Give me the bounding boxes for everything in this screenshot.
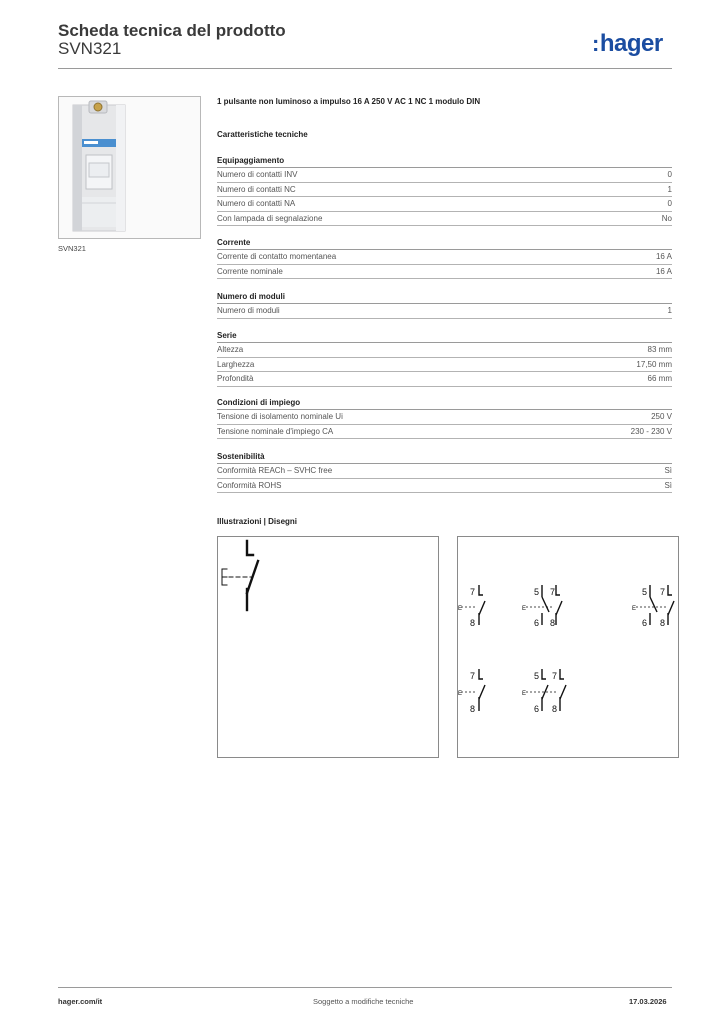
diagram-no-nc (526, 585, 562, 625)
terminal-label: 8 (470, 618, 476, 628)
spec-row (217, 197, 672, 212)
group-title: Serie (217, 329, 672, 343)
product-description: 1 pulsante non luminoso a impulso 16 A 250 V AC 1 NC 1 modulo DIN (217, 97, 481, 106)
spec-row (217, 304, 672, 319)
spec-label: Profondità (217, 374, 254, 384)
spec-value: No (661, 213, 672, 223)
terminal-label: 5 (642, 587, 648, 597)
terminal-label: 6 (534, 704, 540, 714)
terminal-label: 7 (552, 671, 558, 681)
spec-label: Conformità ROHS (217, 480, 282, 490)
group-sostenibilita (217, 450, 672, 493)
terminal-label: 7 (550, 587, 556, 597)
spec-value: 83 mm (647, 345, 672, 354)
group-title: Corrente (217, 236, 672, 250)
spec-row (217, 372, 672, 387)
group-title: Numero di moduli (217, 290, 672, 304)
terminal-label: 5 (534, 587, 540, 597)
page-title: Scheda tecnica del prodotto (58, 21, 286, 40)
group-numero-moduli (217, 290, 672, 319)
push-label: E (522, 691, 527, 697)
terminal-label: 8 (552, 704, 558, 714)
spec-row (217, 343, 672, 358)
spec-row (217, 464, 672, 479)
group-equipaggiamento (217, 154, 672, 226)
spec-label: Larghezza (217, 359, 255, 369)
terminal-label: 6 (534, 618, 540, 628)
spec-label: Tensione nominale d'impiego CA (217, 426, 334, 436)
spec-value: 16 A (655, 266, 672, 276)
terminal-label: 7 (470, 587, 476, 597)
spec-value: Sì (664, 480, 672, 490)
wiring-diagrams (457, 536, 679, 758)
spec-label: Corrente di contatto momentanea (217, 252, 337, 261)
spec-value: 0 (667, 170, 672, 179)
spec-label: Con lampada di segnalazione (217, 213, 323, 223)
spec-value: 1 (667, 184, 672, 194)
spec-label: Numero di contatti NC (217, 184, 296, 194)
spec-value: 17,50 mm (636, 359, 672, 369)
spec-row (217, 358, 672, 373)
push-label: E (632, 606, 637, 612)
group-serie (217, 329, 672, 387)
footer-date: 17.03.2026 (629, 997, 667, 1006)
spec-label: Tensione di isolamento nominale Ui (217, 412, 343, 421)
footer-notice: Soggetto a modifiche tecniche (313, 997, 414, 1006)
terminal-label: 8 (470, 704, 476, 714)
terminal-label: 7 (660, 587, 666, 597)
terminal-label: 5 (534, 671, 540, 681)
spec-label: Numero di moduli (217, 306, 280, 315)
product-image (58, 96, 201, 239)
spec-value: 16 A (655, 252, 672, 261)
spec-value: 230 - 230 V (630, 426, 672, 436)
terminal-label: 7 (470, 671, 476, 681)
push-label: E (458, 606, 463, 612)
header-divider (58, 68, 672, 69)
footer-divider (58, 987, 672, 988)
spec-label: Numero di contatti INV (217, 170, 298, 179)
spec-value: 250 V (651, 412, 672, 421)
product-image-caption: SVN321 (58, 244, 86, 253)
brand-logo: :hager (592, 30, 663, 57)
spec-value: Sì (664, 466, 672, 475)
push-label: E (458, 691, 463, 697)
spec-row (217, 183, 672, 198)
spec-row (217, 265, 672, 280)
group-title: Equipaggiamento (217, 154, 672, 168)
spec-label: Conformità REACh – SVHC free (217, 466, 333, 475)
footer-website[interactable]: hager.com/it (58, 997, 103, 1006)
nc-switch-symbol (222, 541, 258, 610)
spec-value: 0 (667, 199, 672, 209)
group-title: Condizioni di impiego (217, 396, 672, 410)
terminal-label: 8 (660, 618, 666, 628)
diagram-nc-nc (526, 669, 566, 711)
group-corrente (217, 236, 672, 279)
illustrations-title: Illustrazioni | Disegni (217, 517, 298, 526)
group-condizioni-impiego (217, 396, 672, 439)
spec-row (217, 479, 672, 494)
terminal-label: 6 (642, 618, 648, 628)
section-title: Caratteristiche tecniche (217, 130, 308, 139)
spec-value: 1 (667, 306, 672, 315)
product-code: SVN321 (58, 39, 122, 58)
spec-label: Altezza (217, 345, 244, 354)
symbol-drawing (217, 536, 439, 758)
spec-label: Corrente nominale (217, 266, 283, 276)
logo-text: hager (599, 30, 663, 57)
spec-row (217, 425, 672, 440)
push-label: E (522, 606, 527, 612)
spec-row (217, 410, 672, 425)
terminal-label: 8 (550, 618, 556, 628)
spec-label: Numero di contatti NA (217, 199, 296, 209)
spec-row (217, 250, 672, 265)
spec-row (217, 212, 672, 227)
group-title: Sostenibilità (217, 450, 672, 464)
spec-value: 66 mm (647, 374, 672, 384)
spec-row (217, 168, 672, 183)
